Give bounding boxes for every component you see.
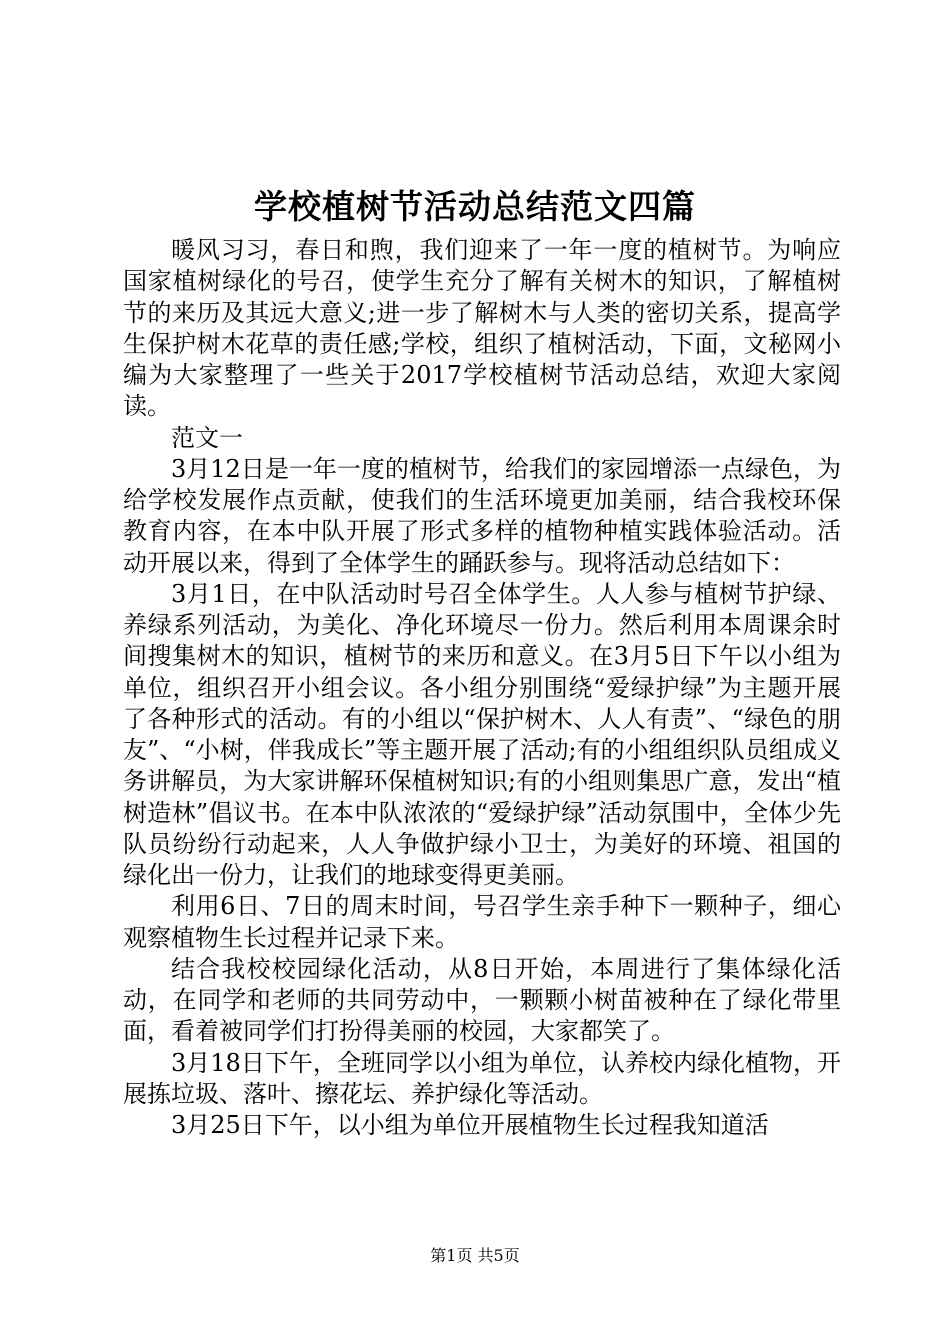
paragraph-4: 结合我校校园绿化活动，从8日开始，本周进行了集体绿化活动，在同学和老师的共同劳动中，一颗颗小树苗被种在了绿化带里面，看着被同学们打扮得美丽的校园，大家都笑了。 <box>123 954 841 1046</box>
paragraph-6: 3月25日下午，以小组为单位开展植物生长过程我知道活 <box>171 1111 769 1139</box>
paragraph-section-heading: 范文一 <box>171 423 243 452</box>
paragraph-intro: 暖风习习，春日和煦，我们迎来了一年一度的植树节。为响应国家植树绿化的号召，使学生充分了解有关树木的知识，了解植树节的来历及其远大意义;进一步了解树木与人类的密切关系，提高学生保护树木花草的责任感;学校，组织了植树活动，下面，文秘网小编为大家整理了一些关于2017学校植树节活动总结，欢迎大家阅读。 <box>123 236 841 421</box>
document-body <box>123 235 841 1141</box>
paragraph-3: 利用6日、7日的周末时间，号召学生亲手种下一颗种子，细心观察植物生长过程并记录下来。 <box>123 892 841 952</box>
paragraph-1: 3月12日是一年一度的植树节，给我们的家园增添一点绿色，为给学校发展作点贡献，使我们的生活环境更加美丽，结合我校环保教育内容，在本中队开展了形式多样的植物种植实践体验活动。活动开展以来，得到了全体学生的踊跃参与。现将活动总结如下： <box>123 454 841 577</box>
paragraph-5: 3月18日下午，全班同学以小组为单位，认养校内绿化植物，开展拣垃圾、落叶、擦花坛、养护绿化等活动。 <box>123 1048 841 1108</box>
paragraph-2: 3月1日，在中队活动时号召全体学生。人人参与植树节护绿、养绿系列活动，为美化、净化环境尽一份力。然后利用本周课余时间搜集树木的知识，植树节的来历和意义。在3月5日下午以小组为单位，组织召开小组会议。各小组分别围绕“爱绿护绿”为主题开展了各种形式的活动。有的小组以“保护树木、人人有责”、“绿色的朋友”、“小树，伴我成长”等主题开展了活动;有的小组组织队员组成义务讲解员，为大家讲解环保植树知识;有的小组则集思广意，发出“植树造林”倡议书。在本中队浓浓的“爱绿护绿”活动氛围中，全体少先队员纷纷行动起来，人人争做护绿小卫士，为美好的环境、祖国的绿化出一份力，让我们的地球变得更美丽。 <box>123 579 841 889</box>
document-title: 学校植树节活动总结范文四篇 <box>254 187 696 226</box>
page-number-footer: 第1页 共5页 <box>430 1246 520 1265</box>
